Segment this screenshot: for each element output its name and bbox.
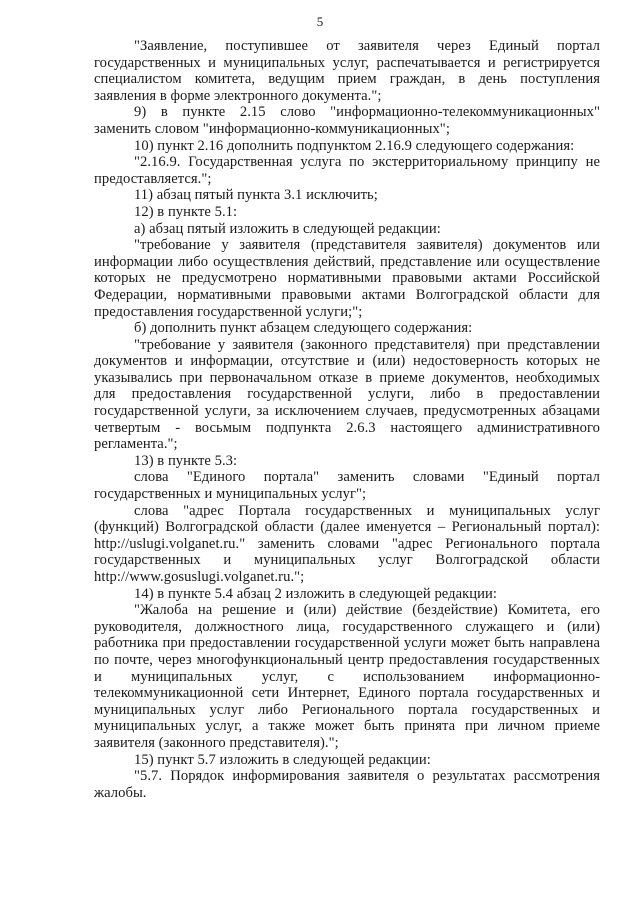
paragraph: 14) в пункте 5.4 абзац 2 изложить в следующей редакции: [134, 585, 497, 602]
paragraph: слова "адрес Портала государственных и муниципальных услуг (функций) Волгоградской области (далее именуется – Региональный портал): http://uslugi.volganet.ru." заменить словами "адрес Регионального портала государственных и муниципальных услуг Волгоградской области http://www.gosuslugi.volganet.ru."; [94, 502, 600, 585]
document-body [94, 38, 600, 801]
paragraph: 12) в пункте 5.1: [134, 203, 238, 220]
paragraph: 10) пункт 2.16 дополнить подпунктом 2.16.9 следующего содержания: [134, 137, 575, 154]
paragraph: а) абзац пятый изложить в следующей редакции: [134, 220, 441, 237]
paragraph: "требование у заявителя (законного представителя) при представлении документов и информации, отсутствие и (или) недостоверность которых не указывались при первоначальном отказе в приеме документов, необходимых для предоставления государственной услуги, либо в предоставлении государственной услуги, за исключением случаев, предусмотренных абзацами четвертым - восьмым подпункта 2.6.3 настоящего административного регламента."; [94, 336, 600, 453]
paragraph: "5.7. Порядок информирования заявителя о результатах рассмотрения жалобы. [94, 768, 600, 801]
paragraph: слова "Единого портала" заменить словами "Единый портал государственных и муниципальных услуг"; [94, 469, 600, 503]
paragraph: "Заявление, поступившее от заявителя через Единый портал государственных и муниципальных услуг, распечатывается и регистрируется специалистом комитета, ведущим прием граждан, в день поступления заявления в форме электронного документа."; [94, 38, 600, 104]
paragraph: "2.16.9. Государственная услуга по экстерриториальному принципу не предоставляется."; [94, 154, 600, 187]
paragraph: б) дополнить пункт абзацем следующего содержания: [134, 320, 473, 337]
paragraph: 13) в пункте 5.3: [134, 452, 238, 469]
page-number: 5 [316, 14, 324, 29]
paragraph: "Жалоба на решение и (или) действие (бездействие) Комитета, его руководителя, должностного лица, государственного служащего и (или) работника при предоставлении государственной услуги может быть направлена по почте, через многофункциональный центр предоставления государственных и муниципальных услуг, с использованием информационно-телекоммуникационной сети Интернет, Единого портала государственных и муниципальных услуг либо Регионального портала государственных и муниципальных услуг, а также может быть принята при личном приеме заявителя (законного представителя)."; [94, 602, 600, 751]
paragraph: 15) пункт 5.7 изложить в следующей редакции: [134, 751, 431, 768]
paragraph: "требование у заявителя (представителя заявителя) документов или информации либо осуществления действий, представление или осуществление которых не предусмотрено нормативными правовыми актами Российской Федерации, нормативными правовыми актами Волгоградской области для предоставления государственной услуги;"; [94, 237, 600, 320]
paragraph: 11) абзац пятый пункта 3.1 исключить; [134, 187, 378, 204]
paragraph: 9) в пункте 2.15 слово "информационно-телекоммуникационных" заменить словом "информационно-коммуникационных"; [94, 104, 600, 137]
